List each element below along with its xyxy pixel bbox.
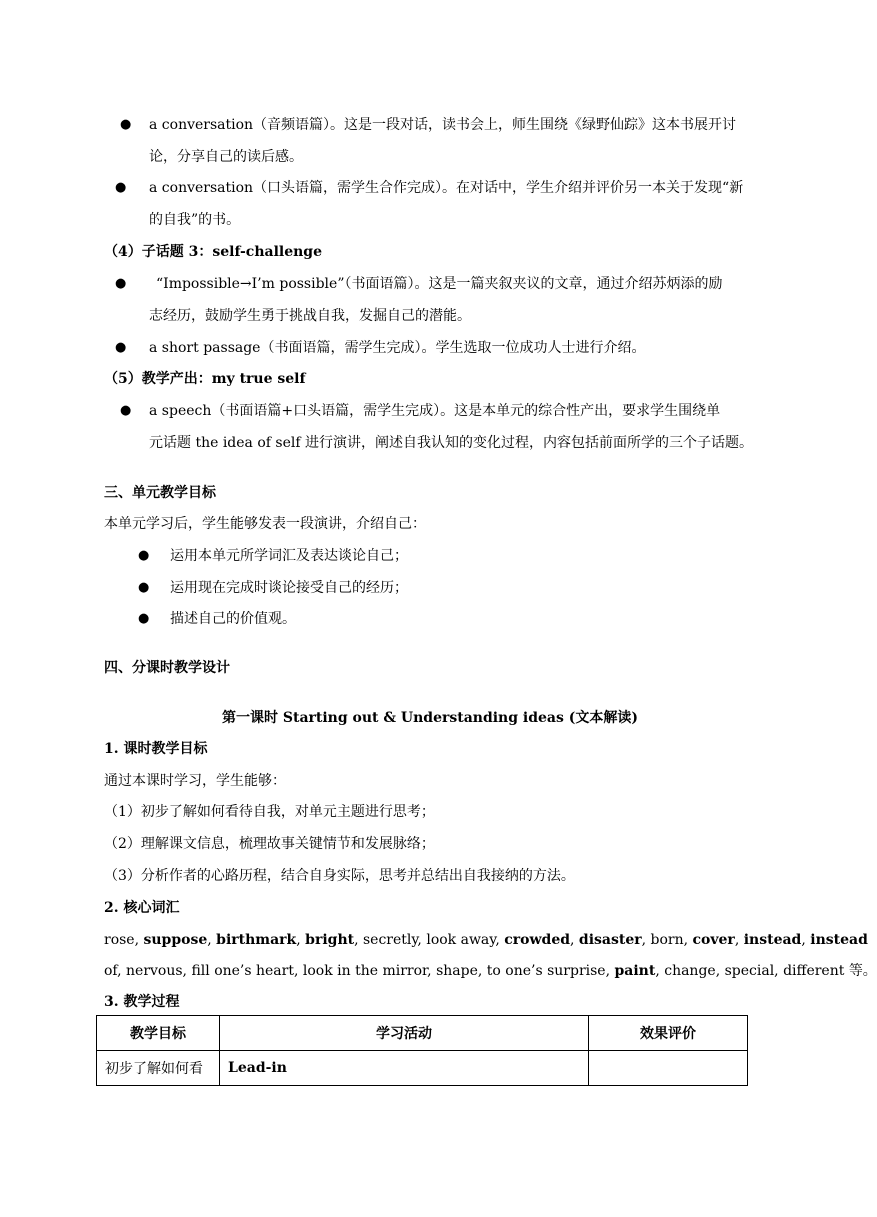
short-passage-item: a short passage（书面语篇，需学生完成）。学生选取一位成功人士进行介绍。 (149, 340, 646, 356)
speech-line2: 元话题 the idea of self 进行演讲，阐述自我认知的变化过程，内容包括前面所学的三个子话题。 (149, 435, 753, 451)
vocab-key-word: crowded (504, 932, 571, 948)
vocab-sep: , (207, 932, 217, 948)
vocab-word: rose, (104, 932, 144, 948)
section4-heading: 四、分课时教学设计 (104, 660, 230, 676)
conversation-audio-line2: 论，分享自己的读后感。 (149, 149, 303, 165)
objectives-intro: 通过本课时学习，学生能够： (104, 773, 286, 789)
bullet-icon: ● (138, 580, 150, 595)
impossible-passage-line2: 志经历，鼓励学生勇于挑战自我，发掘自己的潜能。 (149, 308, 471, 324)
vocab-sep: , (296, 932, 306, 948)
bullet-icon: ● (138, 548, 150, 563)
vocab-key-word: instead (810, 932, 868, 948)
objective-item: （2）理解课文信息，梳理故事关键情节和发展脉络； (104, 836, 435, 852)
vocab-sep: , (734, 932, 744, 948)
vocab-key-word: bright (305, 932, 355, 948)
objectives-heading: 1. 课时教学目标 (104, 741, 208, 757)
table-cell: Lead-in (220, 1051, 589, 1086)
vocab-word: , born, (641, 932, 693, 948)
vocab-key-word: disaster (578, 932, 642, 948)
subtopic3-heading: （4）子话题 3：self-challenge (104, 244, 322, 260)
table-header-cell: 学习活动 (220, 1016, 589, 1051)
objective-item: （1）初步了解如何看待自我，对单元主题进行思考； (104, 804, 435, 820)
goal-item: 运用本单元所学词汇及表达谈论自己； (170, 548, 408, 564)
vocab-key-word: suppose (143, 932, 208, 948)
output-heading: （5）教学产出：my true self (104, 371, 306, 387)
vocab-key-word: cover (692, 932, 735, 948)
bullet-icon: ● (115, 276, 127, 291)
bullet-icon: ● (120, 403, 132, 418)
table-header-row (97, 1016, 748, 1051)
conversation-oral-line1: a conversation（口头语篇，需学生合作完成）。在对话中，学生介绍并评价另一本关于发现“新 (149, 180, 744, 196)
vocab-word: of, nervous, fill one’s heart, look in the mirror, shape, to one’s surprise, (104, 963, 615, 979)
process-heading: 3. 教学过程 (104, 994, 180, 1010)
table-cell: 初步了解如何看 (97, 1051, 220, 1086)
lesson-title: 第一课时 Starting out & Understanding ideas (文本解读) (222, 710, 638, 726)
section3-heading: 三、单元教学目标 (104, 485, 216, 501)
speech-line1: a speech（书面语篇+口头语篇，需学生完成）。这是本单元的综合性产出，要求学生围绕单 (149, 403, 721, 419)
impossible-passage-line1: “Impossible→I’m possible”（书面语篇）。这是一篇夹叙夹议的文章，通过介绍苏炳添的励 (156, 276, 723, 292)
teaching-process-table (96, 1015, 748, 1086)
bullet-icon: ● (115, 180, 127, 195)
bullet-icon: ● (120, 117, 132, 132)
vocab-sep: , (801, 932, 811, 948)
goal-item: 运用现在完成时谈论接受自己的经历； (170, 580, 408, 596)
vocab-key-word: birthmark (216, 932, 297, 948)
vocab-heading: 2. 核心词汇 (104, 900, 180, 916)
objective-item: （3）分析作者的心路历程，结合自身实际，思考并总结出自我接纳的方法。 (104, 868, 575, 884)
section3-intro: 本单元学习后，学生能够发表一段演讲，介绍自己： (104, 516, 426, 532)
conversation-audio-line1: a conversation（音频语篇）。这是一段对话，读书会上，师生围绕《绿野仙踪》这本书展开讨 (149, 117, 737, 133)
table-row (97, 1051, 748, 1086)
vocab-line2 (104, 961, 877, 981)
table-header-cell: 效果评价 (589, 1016, 748, 1051)
table-header-cell: 教学目标 (97, 1016, 220, 1051)
conversation-oral-line2: 的自我”的书。 (149, 212, 241, 228)
bullet-icon: ● (115, 340, 127, 355)
vocab-key-word: paint (614, 963, 656, 979)
vocab-word: , change, special, different 等。 (655, 963, 877, 979)
vocab-word: , secretly, look away, (354, 932, 505, 948)
bullet-icon: ● (138, 611, 150, 626)
vocab-key-word: instead (743, 932, 802, 948)
table-cell (589, 1051, 748, 1086)
goal-item: 描述自己的价值观。 (170, 611, 296, 627)
vocab-line1 (104, 930, 868, 950)
vocab-sep: , (570, 932, 579, 948)
